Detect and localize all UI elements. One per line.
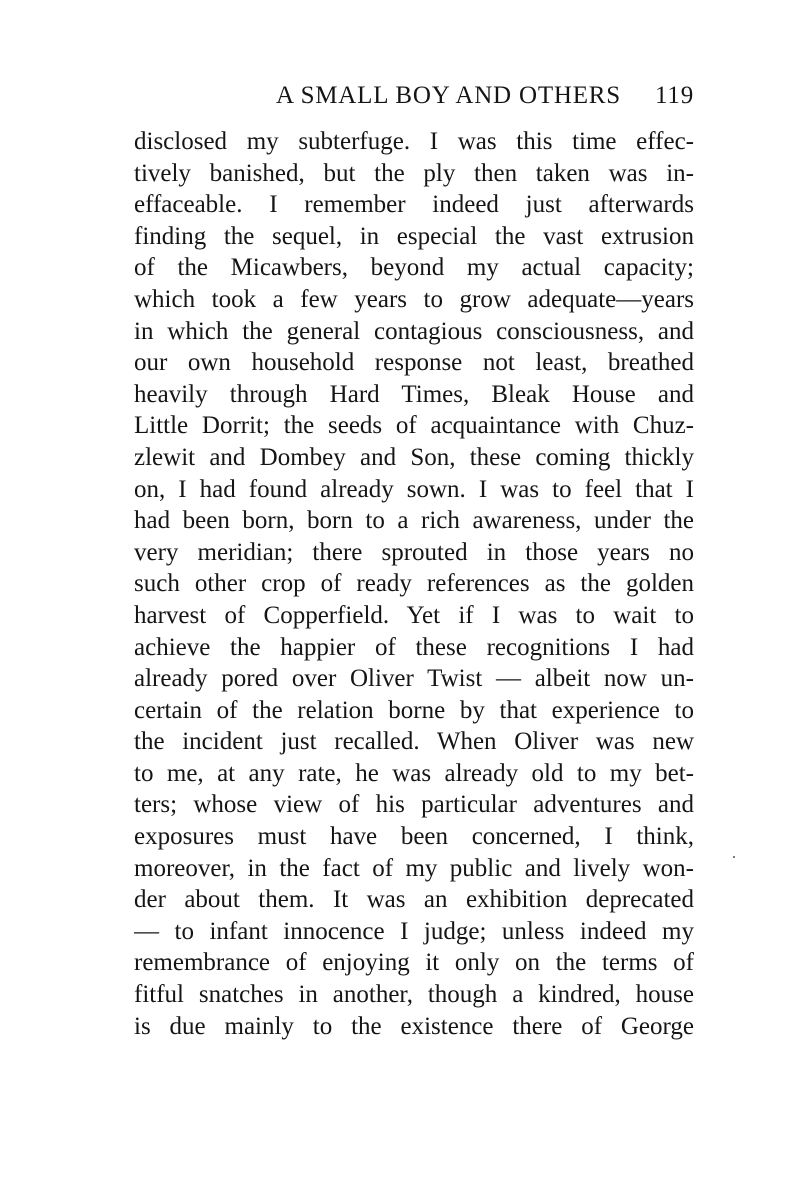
text-line: is due mainly to the existence there of George (134, 1012, 694, 1040)
text-line: to me, at any rate, he was already old to my bet- (134, 759, 694, 787)
text-line: which took a few years to grow adequate—years (134, 285, 694, 313)
text-line: certain of the relation borne by that experience to (134, 696, 694, 724)
body-text (134, 126, 694, 1042)
text-line: Little Dorrit; the seeds of acquaintance with Chuz- (134, 412, 694, 440)
text-line: had been born, born to a rich awareness, under the (134, 507, 694, 535)
text-line: der about them. It was an exhibition deprecated (134, 886, 694, 914)
text-line: very meridian; there sprouted in those years no (134, 538, 694, 566)
page-number: 119 (655, 82, 694, 109)
text-line: harvest of Copperfield. Yet if I was to wait to (134, 601, 694, 629)
text-line: effaceable. I remember indeed just afterwards (134, 191, 694, 219)
text-line: on, I had found already sown. I was to feel that I (134, 475, 694, 503)
scan-speck (733, 856, 735, 858)
text-line: our own household response not least, breathed (134, 349, 694, 377)
text-line: moreover, in the fact of my public and lively won- (134, 854, 694, 882)
text-line: zlewit and Dombey and Son, these coming thickly (134, 443, 694, 471)
text-line: ters; whose view of his particular adventures and (134, 791, 694, 819)
text-line: exposures must have been concerned, I think, (134, 823, 694, 851)
text-line: achieve the happier of these recognitions I had (134, 633, 694, 661)
running-title: A SMALL BOY AND OTHERS (276, 82, 621, 109)
text-line: remembrance of enjoying it only on the terms of (134, 949, 694, 977)
text-line: fitful snatches in another, though a kindred, house (134, 981, 694, 1009)
text-line: in which the general contagious consciousness, and (134, 317, 694, 345)
text-line: finding the sequel, in especial the vast extrusion (134, 222, 694, 250)
text-line: disclosed my subterfuge. I was this time effec- (134, 128, 694, 155)
text-line: of the Micawbers, beyond my actual capacity; (134, 254, 694, 282)
text-line: already pored over Oliver Twist — albeit now un- (134, 665, 694, 693)
running-head (134, 78, 694, 114)
text-line: tively banished, but the ply then taken was in- (134, 159, 694, 187)
text-line: such other crop of ready references as the golden (134, 570, 694, 598)
text-line: heavily through Hard Times, Bleak House and (134, 380, 694, 408)
text-line: — to infant innocence I judge; unless indeed my (134, 917, 694, 945)
text-line: the incident just recalled. When Oliver was new (134, 728, 694, 756)
